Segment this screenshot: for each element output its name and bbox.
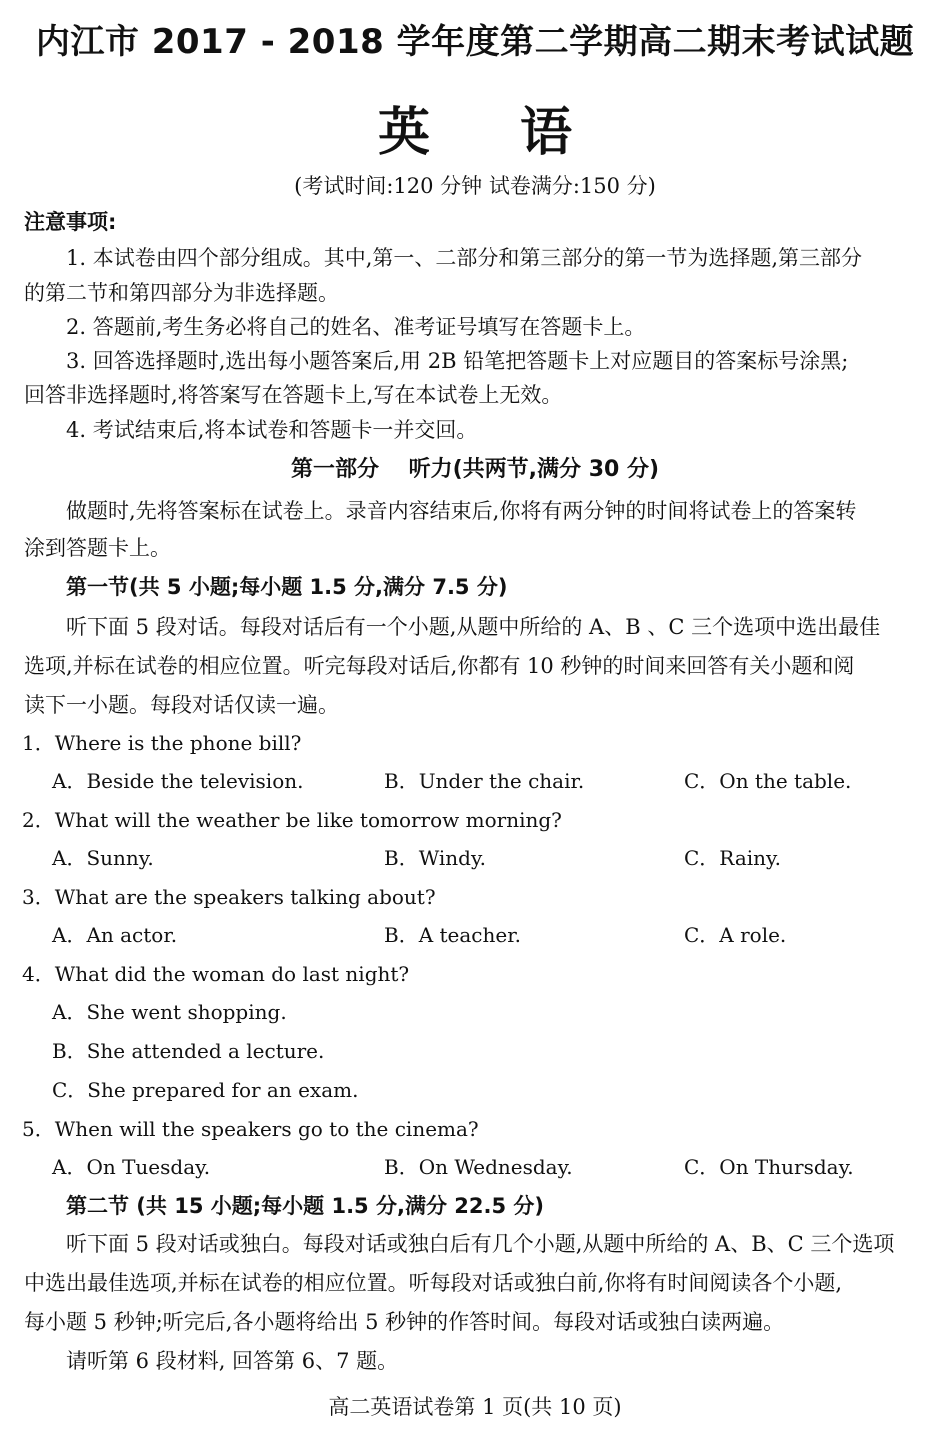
- q1-option-c: C．On the table.: [684, 769, 852, 793]
- exam-info: (考试时间:120 分钟 试卷满分:150 分): [294, 174, 656, 198]
- note-1b: 的第二节和第四部分为非选择题。: [24, 281, 339, 305]
- q5-option-b: B．On Wednesday.: [384, 1155, 573, 1179]
- section1-heading: 第一节(共 5 小题;每小题 1.5 分,满分 7.5 分): [66, 575, 508, 599]
- section2-material: 请听第 6 段材料, 回答第 6、7 题。: [66, 1349, 399, 1373]
- part1-intro-a: 做题时,先将答案标在试卷上。录音内容结束后,你将有两分钟的时间将试卷上的答案转: [66, 499, 857, 523]
- q3-option-c: C．A role.: [684, 923, 787, 947]
- q5-option-c: C．On Thursday.: [684, 1155, 854, 1179]
- section2-heading: 第二节 (共 15 小题;每小题 1.5 分,满分 22.5 分): [66, 1194, 544, 1218]
- q4-option-a: A．She went shopping.: [52, 1000, 287, 1024]
- note-3b: 回答非选择题时,将答案写在答题卡上,写在本试卷上无效。: [24, 383, 563, 407]
- q1-option-a: A．Beside the television.: [52, 769, 304, 793]
- question-1: 1．Where is the phone bill?: [22, 731, 302, 755]
- subject-char-1: 英: [377, 103, 430, 163]
- subject-title: [0, 90, 950, 165]
- exam-title: 内江市 2017 - 2018 学年度第二学期高二期末考试试题: [35, 22, 915, 62]
- note-2: 2. 答题前,考生务必将自己的姓名、准考证号填写在答题卡上。: [66, 315, 646, 339]
- section2-inst-a: 听下面 5 段对话或独白。每段对话或独白后有几个小题,从题中所给的 A、B、C 三个选项: [66, 1232, 895, 1256]
- page-footer: 高二英语试卷第 1 页(共 10 页): [328, 1395, 622, 1419]
- note-1a: 1. 本试卷由四个部分组成。其中,第一、二部分和第三部分的第一节为选择题,第三部分: [66, 246, 863, 270]
- part1-heading: 第一部分 听力(共两节,满分 30 分): [290, 457, 660, 482]
- q4-option-c: C．She prepared for an exam.: [52, 1078, 359, 1102]
- q3-option-b: B．A teacher.: [384, 923, 521, 947]
- section1-inst-c: 读下一小题。每段对话仅读一遍。: [24, 693, 339, 717]
- part1-intro-b: 涂到答题卡上。: [24, 536, 171, 560]
- section1-inst-b: 选项,并标在试卷的相应位置。听完每段对话后,你都有 10 秒钟的时间来回答有关小题和阅: [24, 654, 855, 678]
- q2-option-b: B．Windy.: [384, 846, 486, 870]
- section2-inst-b: 中选出最佳选项,并标在试卷的相应位置。听每段对话或独白前,你将有时间阅读各个小题,: [24, 1271, 843, 1295]
- note-3a: 3. 回答选择题时,选出每小题答案后,用 2B 铅笔把答题卡上对应题目的答案标号涂黑;: [66, 349, 849, 373]
- subject-char-2: 语: [520, 103, 573, 163]
- question-3: 3．What are the speakers talking about?: [22, 885, 436, 909]
- q5-option-a: A．On Tuesday.: [52, 1155, 211, 1179]
- note-4: 4. 考试结束后,将本试卷和答题卡一并交回。: [66, 418, 478, 442]
- q3-option-a: A．An actor.: [52, 923, 178, 947]
- q1-option-b: B．Under the chair.: [384, 769, 585, 793]
- section2-inst-c: 每小题 5 秒钟;听完后,各小题将给出 5 秒钟的作答时间。每段对话或独白读两遍。: [24, 1310, 785, 1334]
- question-5: 5．When will the speakers go to the cinema?: [22, 1117, 479, 1141]
- question-2: 2．What will the weather be like tomorrow morning?: [22, 808, 562, 832]
- notes-heading: 注意事项:: [24, 210, 117, 234]
- section1-inst-a: 听下面 5 段对话。每段对话后有一个小题,从题中所给的 A、B 、C 三个选项中选出最佳: [66, 615, 881, 639]
- q4-option-b: B．She attended a lecture.: [52, 1039, 325, 1063]
- q2-option-c: C．Rainy.: [684, 846, 782, 870]
- question-4: 4．What did the woman do last night?: [22, 962, 410, 986]
- q2-option-a: A．Sunny.: [52, 846, 154, 870]
